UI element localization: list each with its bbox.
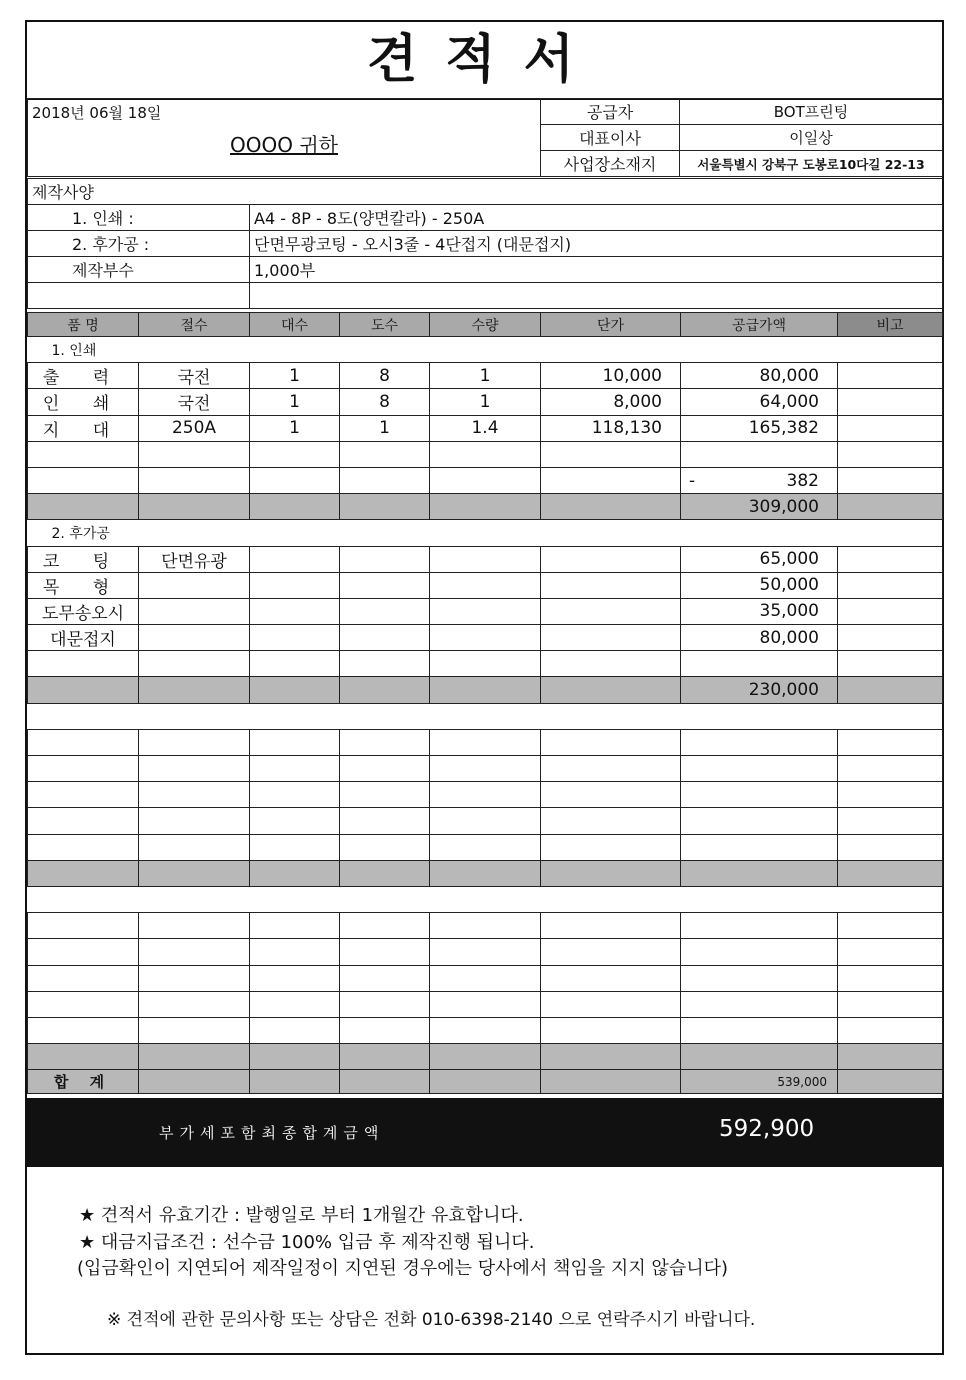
item-name: 인 쇄 (28, 389, 139, 415)
col-header: 대수 (250, 313, 340, 337)
section-empty (28, 703, 943, 729)
print-subtotal: 309,000 (681, 494, 838, 520)
item-amount: 80,000 (681, 625, 838, 651)
col-header: 공급가액 (681, 313, 838, 337)
table-row (28, 651, 943, 677)
subtotal-row (28, 1044, 943, 1070)
table-row (28, 834, 943, 860)
table-row (28, 939, 943, 965)
col-header: 도수 (340, 313, 430, 337)
discount-value: 382 (786, 470, 819, 491)
item-dae: 1 (250, 415, 340, 441)
item-qty: 1.4 (430, 415, 541, 441)
notes-section (27, 1166, 942, 1354)
col-header: 비고 (838, 313, 943, 337)
table-row (28, 625, 943, 651)
item-note (838, 415, 943, 441)
document-title: 견적서 (27, 22, 942, 100)
table-row (28, 991, 943, 1017)
grand-total-label: 부가세포함최종합계금액 (159, 1124, 385, 1142)
item-name: 코 팅 (28, 546, 139, 572)
issue-date: 2018년 06월 18일 (32, 104, 162, 122)
item-name: 지 대 (28, 415, 139, 441)
item-note (838, 363, 943, 389)
spec-value-post: 단면무광코팅 - 오시3줄 - 4단접지 (대문접지) (250, 231, 943, 257)
note-contact: ※ 견적에 관한 문의사항 또는 상담은 전화 010-6398-2140 으로 연락주시기 바랍니다. (107, 1310, 756, 1330)
recipient: OOOO 귀하 (230, 133, 338, 157)
discount-cell (681, 467, 838, 493)
section-print-title: 1. 인쇄 (28, 337, 943, 363)
item-name: 도무송오시 (28, 598, 139, 624)
item-name: 출 력 (28, 363, 139, 389)
table-row (28, 441, 943, 467)
spec-heading: 제작사양 (28, 179, 943, 205)
section-post-title: 2. 후가공 (28, 520, 943, 546)
supplier-label: 공급자 (541, 99, 680, 125)
item-size (139, 625, 250, 651)
spec-label-print: 1. 인쇄 : (28, 205, 250, 231)
item-size: 250A (139, 415, 250, 441)
total-value: 539,000 (681, 1070, 838, 1094)
table-header-row (28, 313, 943, 337)
grand-total-bar (27, 1098, 942, 1166)
table-row (28, 572, 943, 598)
item-size: 국전 (139, 389, 250, 415)
total-label: 합 계 (28, 1070, 139, 1094)
spec-label-qty: 제작부수 (28, 257, 250, 283)
subtotal-row (28, 677, 943, 703)
subtotal-row (28, 494, 943, 520)
item-qty: 1 (430, 363, 541, 389)
quote-sheet (25, 20, 944, 1355)
spec-empty (250, 283, 943, 309)
spec-value-print: A4 - 8P - 8도(양면칼라) - 250A (250, 205, 943, 231)
table-row (28, 467, 943, 493)
table-row (28, 782, 943, 808)
grand-total-value: 592,900 (719, 1116, 815, 1142)
item-size (139, 598, 250, 624)
item-dae: 1 (250, 389, 340, 415)
item-do: 1 (340, 415, 430, 441)
item-amount: 64,000 (681, 389, 838, 415)
note-disclaimer: (입금확인이 지연되어 제작일정이 지연된 경우에는 당사에서 책임을 지지 않습니다) (77, 1258, 729, 1279)
ceo-label: 대표이사 (541, 125, 680, 151)
spec-value-qty: 1,000부 (250, 257, 943, 283)
col-header: 절수 (139, 313, 250, 337)
item-amount: 50,000 (681, 572, 838, 598)
table-row (28, 756, 943, 782)
total-row (28, 1070, 943, 1094)
item-qty: 1 (430, 389, 541, 415)
discount-sign: - (689, 470, 696, 491)
table-row (28, 1017, 943, 1043)
col-header: 수량 (430, 313, 541, 337)
col-header: 단가 (541, 313, 681, 337)
table-row (28, 965, 943, 991)
item-dae: 1 (250, 363, 340, 389)
subtotal-row (28, 860, 943, 886)
table-row (28, 729, 943, 755)
item-amount: 35,000 (681, 598, 838, 624)
table-row (28, 808, 943, 834)
item-unit: 8,000 (541, 389, 681, 415)
col-header: 품 명 (28, 313, 139, 337)
ceo-value: 이일상 (680, 125, 943, 151)
table-row (28, 546, 943, 572)
table-row (28, 598, 943, 624)
item-unit: 10,000 (541, 363, 681, 389)
item-amount: 65,000 (681, 546, 838, 572)
table-row (28, 913, 943, 939)
spec-empty (28, 283, 250, 309)
item-do: 8 (340, 363, 430, 389)
section-empty (28, 886, 943, 912)
spec-label-post: 2. 후가공 : (28, 231, 250, 257)
item-amount: 165,382 (681, 415, 838, 441)
item-amount: 80,000 (681, 363, 838, 389)
note-payment: ★ 대금지급조건 : 선수금 100% 입금 후 제작진행 됩니다. (79, 1232, 535, 1253)
supplier-value: BOT프린팅 (680, 99, 943, 125)
item-size (139, 572, 250, 598)
item-name: 목 형 (28, 572, 139, 598)
spec-table (27, 178, 943, 309)
item-unit: 118,130 (541, 415, 681, 441)
table-row (28, 363, 943, 389)
items-table (27, 312, 943, 1094)
address-label: 사업장소재지 (541, 151, 680, 177)
item-do: 8 (340, 389, 430, 415)
table-row (28, 415, 943, 441)
date-recipient-cell (28, 99, 541, 177)
address-value: 서울특별시 강북구 도봉로10다길 22-13 (680, 151, 943, 177)
header-table (27, 98, 943, 177)
item-size: 단면유광 (139, 546, 250, 572)
post-subtotal: 230,000 (681, 677, 838, 703)
table-row (28, 389, 943, 415)
note-validity: ★ 견적서 유효기간 : 발행일로 부터 1개월간 유효합니다. (79, 1205, 524, 1226)
item-note (838, 389, 943, 415)
item-size: 국전 (139, 363, 250, 389)
item-name: 대문접지 (28, 625, 139, 651)
